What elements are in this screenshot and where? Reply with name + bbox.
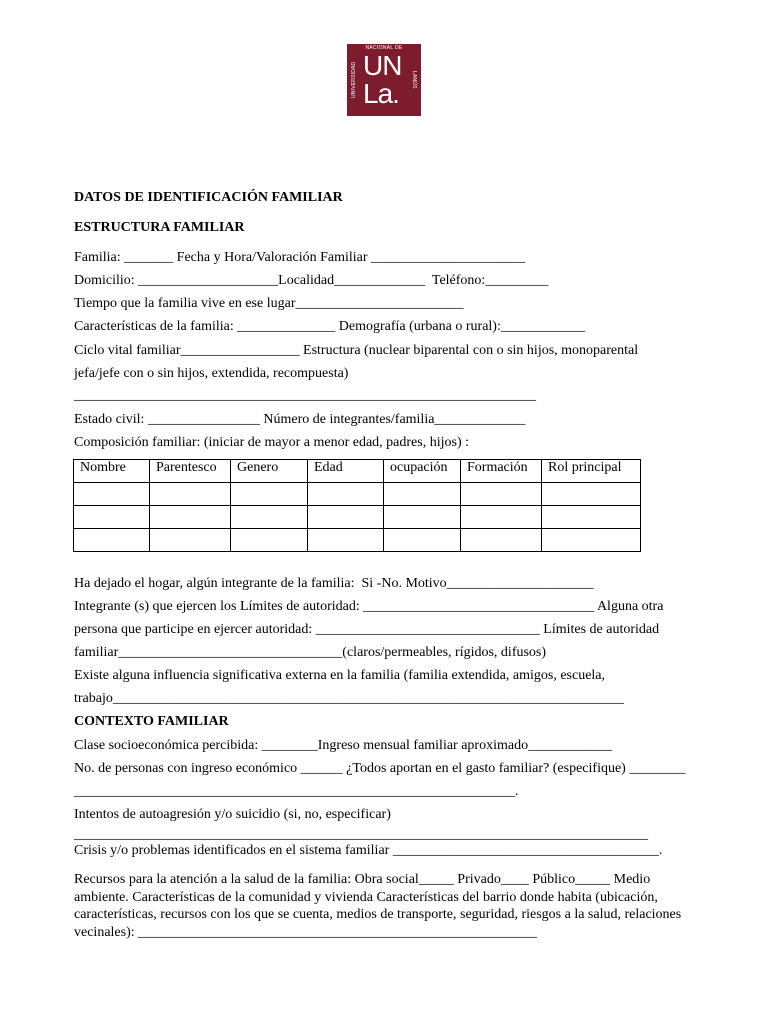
- form-line-otra-persona: persona que participe en ejercer autoridad: ________________________________ Límites de autoridad: [74, 622, 660, 637]
- column-header: ocupación: [384, 460, 461, 483]
- logo-line1: UN: [363, 50, 402, 81]
- form-line-dejado-hogar: Ha dejado el hogar, algún integrante de la familia: Si -No. Motivo_____________________: [74, 576, 594, 591]
- form-line-tiempo: Tiempo que la familia vive en ese lugar________________________: [74, 296, 464, 311]
- form-line-blank: __________________________________________________________________: [74, 388, 536, 403]
- table-row: [74, 506, 641, 529]
- table-cell[interactable]: [74, 529, 150, 552]
- form-line-blank-2: _______________________________________________________________.: [74, 784, 519, 799]
- form-line-ciclo-vital-cont: jefa/jefe con o sin hijos, extendida, recompuesta): [74, 366, 349, 381]
- table-cell[interactable]: [542, 529, 641, 552]
- form-line-clase: Clase socioeconómica percibida: ________Ingreso mensual familiar aproximado____________: [74, 738, 613, 753]
- form-line-limites: Integrante (s) que ejercen los Límites de autoridad: _________________________________ Alguna otra: [74, 599, 664, 614]
- form-line-estado-civil: Estado civil: ________________ Número de integrantes/familia_____________: [74, 412, 526, 427]
- table-cell[interactable]: [542, 506, 641, 529]
- table-cell[interactable]: [231, 506, 308, 529]
- table-row: [74, 483, 641, 506]
- form-line-influencia: Existe alguna influencia significativa externa en la familia (familia extendida, amigos, escuela,: [74, 668, 606, 683]
- table-cell[interactable]: [150, 483, 231, 506]
- table-header-row: [74, 460, 641, 483]
- table-cell[interactable]: [150, 506, 231, 529]
- section-heading-contexto: CONTEXTO FAMILIAR: [74, 714, 229, 729]
- logo-line2: La.: [363, 78, 399, 109]
- composition-table: [73, 459, 641, 552]
- form-line-blank-3: __________________________________________________________________________________: [74, 827, 648, 842]
- logo-left-text: UNIVERSIDAD: [351, 61, 357, 99]
- table-cell[interactable]: [308, 529, 384, 552]
- section-heading-estructura: ESTRUCTURA FAMILIAR: [74, 220, 245, 235]
- form-line-familia: Familia: _______ Fecha y Hora/Valoración Familiar ______________________: [74, 250, 526, 265]
- table-cell[interactable]: [461, 483, 542, 506]
- form-line-trabajo: trabajo_________________________________________________________________________: [74, 691, 624, 706]
- column-header: Genero: [231, 460, 308, 483]
- university-logo: [347, 44, 421, 116]
- table-cell[interactable]: [150, 529, 231, 552]
- table-cell[interactable]: [461, 506, 542, 529]
- table-cell[interactable]: [74, 483, 150, 506]
- form-line-domicilio: Domicilio: ____________________Localidad_____________ Teléfono:_________: [74, 273, 549, 288]
- column-header: Rol principal: [542, 460, 641, 483]
- table-cell[interactable]: [308, 506, 384, 529]
- form-line-ciclo-vital: Ciclo vital familiar_________________ Estructura (nuclear biparental con o sin hijos, monoparental: [74, 343, 639, 358]
- form-line-caracteristicas: Características de la familia: ______________ Demografía (urbana o rural):____________: [74, 319, 585, 334]
- table-cell[interactable]: [461, 529, 542, 552]
- table-cell[interactable]: [231, 529, 308, 552]
- form-line-ingreso: No. de personas con ingreso económico ______ ¿Todos aportan en el gasto familiar? (especifique) ________: [74, 761, 686, 776]
- page-title: DATOS DE IDENTIFICACIÓN FAMILIAR: [74, 190, 343, 205]
- form-line-crisis: Crisis y/o problemas identificados en el sistema familiar ______________________________________.: [74, 843, 663, 858]
- table-cell[interactable]: [384, 483, 461, 506]
- logo-top-text: NACIONAL DE: [365, 45, 403, 51]
- table-cell[interactable]: [231, 483, 308, 506]
- table-cell[interactable]: [308, 483, 384, 506]
- logo-right-text: LANÚS: [411, 71, 417, 89]
- column-header: Edad: [308, 460, 384, 483]
- table-cell[interactable]: [384, 529, 461, 552]
- form-line-composicion: Composición familiar: (iniciar de mayor a menor edad, padres, hijos) :: [74, 435, 469, 450]
- column-header: Nombre: [74, 460, 150, 483]
- table-cell[interactable]: [74, 506, 150, 529]
- form-line-familiar: familiar________________________________(claros/permeables, rígidos, difusos): [74, 645, 547, 660]
- column-header: Parentesco: [150, 460, 231, 483]
- table-cell[interactable]: [384, 506, 461, 529]
- column-header: Formación: [461, 460, 542, 483]
- table-cell[interactable]: [542, 483, 641, 506]
- form-paragraph-recursos: Recursos para la atención a la salud de la familia: Obra social_____ Privado____ Público_____ Medio ambiente. Características de la comunidad y vivienda Características del barrio donde habita (ubicación, características, recursos con los que se cuenta, medios de transporte, seguridad, riesgos a la salud, relaciones vecinales): _________________________________________________________: [74, 872, 682, 940]
- form-line-autoagresion: Intentos de autoagresión y/o suicidio (si, no, especificar): [74, 807, 391, 822]
- table-row: [74, 529, 641, 552]
